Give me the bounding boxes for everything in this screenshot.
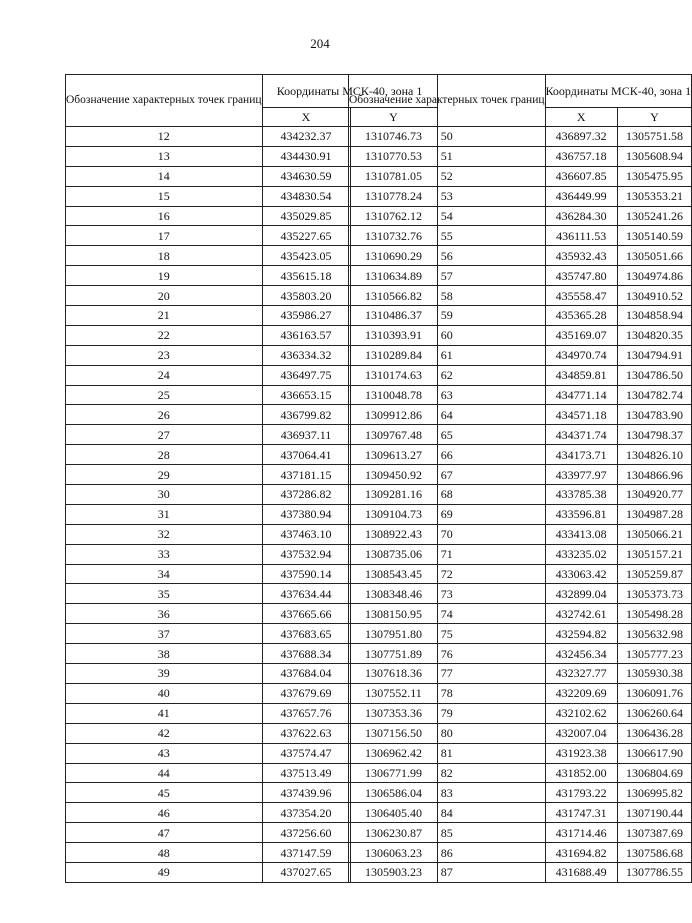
x-coordinate: 437679.69 xyxy=(262,683,350,703)
table-row xyxy=(349,306,692,326)
x-coordinate: 435029.85 xyxy=(262,206,350,226)
x-coordinate: 436334.32 xyxy=(262,345,350,365)
y-coordinate: 1304987.28 xyxy=(617,504,691,524)
x-coordinate: 435615.18 xyxy=(262,266,350,286)
y-coordinate: 1306436.28 xyxy=(617,723,691,743)
y-coordinate: 1306091.76 xyxy=(617,683,691,703)
y-coordinate: 1305051.66 xyxy=(617,246,691,266)
y-coordinate: 1310770.53 xyxy=(350,146,437,166)
x-coordinate: 433785.38 xyxy=(545,485,617,505)
table-row xyxy=(349,544,692,564)
table-row xyxy=(349,385,692,405)
y-coordinate: 1310690.29 xyxy=(350,246,437,266)
x-coordinate: 436163.57 xyxy=(262,325,350,345)
y-coordinate: 1305066.21 xyxy=(617,524,691,544)
point-number: 58 xyxy=(349,286,546,306)
table-row xyxy=(349,425,692,445)
point-number: 18 xyxy=(66,246,263,266)
x-coordinate: 432102.62 xyxy=(545,703,617,723)
point-number: 30 xyxy=(66,485,263,505)
y-coordinate: 1305373.73 xyxy=(617,584,691,604)
y-coordinate: 1310048.78 xyxy=(350,385,437,405)
x-coordinate: 437574.47 xyxy=(262,743,350,763)
point-number: 42 xyxy=(66,723,263,743)
x-coordinate: 432327.77 xyxy=(545,664,617,684)
y-coordinate: 1309281.16 xyxy=(350,485,437,505)
point-number: 49 xyxy=(66,862,263,882)
x-coordinate: 435169.07 xyxy=(545,325,617,345)
point-number: 37 xyxy=(66,624,263,644)
x-coordinate: 431793.22 xyxy=(545,783,617,803)
y-coordinate: 1307786.55 xyxy=(617,862,691,882)
x-coordinate: 434173.71 xyxy=(545,445,617,465)
y-coordinate: 1305930.38 xyxy=(617,664,691,684)
table-row xyxy=(349,803,692,823)
x-coordinate: 431852.00 xyxy=(545,763,617,783)
y-coordinate: 1304794.91 xyxy=(617,345,691,365)
x-coordinate: 435986.27 xyxy=(262,306,350,326)
y-coordinate: 1306617.90 xyxy=(617,743,691,763)
x-coordinate: 437463.10 xyxy=(262,524,350,544)
point-number: 25 xyxy=(66,385,263,405)
y-coordinate: 1307586.68 xyxy=(617,843,691,863)
y-coordinate: 1307751.89 xyxy=(350,644,437,664)
y-coordinate: 1305632.98 xyxy=(617,624,691,644)
y-coordinate: 1310566.82 xyxy=(350,286,437,306)
point-number: 80 xyxy=(349,723,546,743)
point-number: 14 xyxy=(66,166,263,186)
point-number: 86 xyxy=(349,843,546,863)
x-coordinate: 432209.69 xyxy=(545,683,617,703)
point-number: 79 xyxy=(349,703,546,723)
table-row xyxy=(349,286,692,306)
table-row xyxy=(349,246,692,266)
x-coordinate: 435227.65 xyxy=(262,226,350,246)
x-coordinate: 437622.63 xyxy=(262,723,350,743)
x-coordinate: 437657.76 xyxy=(262,703,350,723)
table-row xyxy=(349,763,692,783)
point-number: 54 xyxy=(349,206,546,226)
x-coordinate: 437665.66 xyxy=(262,604,350,624)
point-number: 36 xyxy=(66,604,263,624)
point-number: 83 xyxy=(349,783,546,803)
point-number: 67 xyxy=(349,465,546,485)
y-coordinate: 1310778.24 xyxy=(350,186,437,206)
table-row xyxy=(349,664,692,684)
coordinates-table-right xyxy=(348,74,692,883)
y-coordinate: 1310781.05 xyxy=(350,166,437,186)
point-number: 56 xyxy=(349,246,546,266)
x-coordinate: 431747.31 xyxy=(545,803,617,823)
point-number: 82 xyxy=(349,763,546,783)
x-coordinate: 436449.99 xyxy=(545,186,617,206)
y-coordinate: 1307618.36 xyxy=(350,664,437,684)
point-number: 20 xyxy=(66,286,263,306)
y-header: Y xyxy=(617,108,691,127)
point-number: 63 xyxy=(349,385,546,405)
y-coordinate: 1306995.82 xyxy=(617,783,691,803)
point-number: 35 xyxy=(66,584,263,604)
point-number: 26 xyxy=(66,405,263,425)
y-coordinate: 1309912.86 xyxy=(350,405,437,425)
y-coordinate: 1308922.43 xyxy=(350,524,437,544)
x-coordinate: 437688.34 xyxy=(262,644,350,664)
point-number: 69 xyxy=(349,504,546,524)
x-coordinate: 435747.80 xyxy=(545,266,617,286)
x-coordinate: 435365.28 xyxy=(545,306,617,326)
table-row xyxy=(349,703,692,723)
point-number: 47 xyxy=(66,823,263,843)
point-number: 29 xyxy=(66,465,263,485)
x-coordinate: 434232.37 xyxy=(262,127,350,147)
y-coordinate: 1307387.69 xyxy=(617,823,691,843)
point-number: 53 xyxy=(349,186,546,206)
coordinates-header: Координаты МСК-40, зона 1 xyxy=(545,75,692,108)
y-coordinate: 1305498.28 xyxy=(617,604,691,624)
point-number: 72 xyxy=(349,564,546,584)
point-label-header: Обозначение характерных точек границ xyxy=(66,75,263,127)
y-coordinate: 1305140.59 xyxy=(617,226,691,246)
table-row xyxy=(349,146,692,166)
y-coordinate: 1304782.74 xyxy=(617,385,691,405)
point-number: 65 xyxy=(349,425,546,445)
point-number: 13 xyxy=(66,146,263,166)
y-coordinate: 1310174.63 xyxy=(350,365,437,385)
x-coordinate: 436497.75 xyxy=(262,365,350,385)
table-row xyxy=(349,186,692,206)
point-number: 44 xyxy=(66,763,263,783)
y-coordinate: 1306962.42 xyxy=(350,743,437,763)
y-coordinate: 1310762.12 xyxy=(350,206,437,226)
table-row xyxy=(349,783,692,803)
table-row xyxy=(349,226,692,246)
y-coordinate: 1305751.58 xyxy=(617,127,691,147)
x-coordinate: 431714.46 xyxy=(545,823,617,843)
coordinates-header: Координаты МСК-40, зона 1 xyxy=(262,75,437,108)
point-label-header: Обозначение характерных точек границ xyxy=(349,75,546,127)
table-row xyxy=(349,723,692,743)
x-coordinate: 435423.05 xyxy=(262,246,350,266)
table-row xyxy=(349,584,692,604)
table-row xyxy=(349,166,692,186)
table-row xyxy=(349,564,692,584)
x-coordinate: 436937.11 xyxy=(262,425,350,445)
x-coordinate: 437439.96 xyxy=(262,783,350,803)
y-coordinate: 1310732.76 xyxy=(350,226,437,246)
y-coordinate: 1308735.06 xyxy=(350,544,437,564)
x-coordinate: 436607.85 xyxy=(545,166,617,186)
table-row xyxy=(349,485,692,505)
point-number: 43 xyxy=(66,743,263,763)
point-number: 74 xyxy=(349,604,546,624)
point-number: 87 xyxy=(349,862,546,882)
x-coordinate: 432594.82 xyxy=(545,624,617,644)
point-number: 66 xyxy=(349,445,546,465)
y-coordinate: 1304786.50 xyxy=(617,365,691,385)
y-coordinate: 1307190.44 xyxy=(617,803,691,823)
y-coordinate: 1307552.11 xyxy=(350,683,437,703)
x-coordinate: 434571.18 xyxy=(545,405,617,425)
y-header: Y xyxy=(350,108,437,127)
point-number: 46 xyxy=(66,803,263,823)
point-number: 15 xyxy=(66,186,263,206)
table-row xyxy=(349,445,692,465)
page-number: 204 xyxy=(310,36,330,51)
point-number: 28 xyxy=(66,445,263,465)
point-number: 21 xyxy=(66,306,263,326)
point-number: 73 xyxy=(349,584,546,604)
x-coordinate: 437027.65 xyxy=(262,862,350,882)
table-row xyxy=(349,345,692,365)
table-row xyxy=(349,127,692,147)
point-number: 77 xyxy=(349,664,546,684)
y-coordinate: 1307353.36 xyxy=(350,703,437,723)
y-coordinate: 1305353.21 xyxy=(617,186,691,206)
point-number: 27 xyxy=(66,425,263,445)
point-number: 45 xyxy=(66,783,263,803)
y-coordinate: 1310393.91 xyxy=(350,325,437,345)
y-coordinate: 1304974.86 xyxy=(617,266,691,286)
x-coordinate: 437683.65 xyxy=(262,624,350,644)
x-coordinate: 437181.15 xyxy=(262,465,350,485)
point-number: 50 xyxy=(349,127,546,147)
x-coordinate: 436799.82 xyxy=(262,405,350,425)
x-coordinate: 434859.81 xyxy=(545,365,617,385)
x-coordinate: 434430.91 xyxy=(262,146,350,166)
table-row xyxy=(349,365,692,385)
point-number: 16 xyxy=(66,206,263,226)
point-number: 75 xyxy=(349,624,546,644)
point-number: 12 xyxy=(66,127,263,147)
x-coordinate: 435558.47 xyxy=(545,286,617,306)
y-coordinate: 1306586.04 xyxy=(350,783,437,803)
point-number: 62 xyxy=(349,365,546,385)
point-number: 40 xyxy=(66,683,263,703)
x-coordinate: 436653.15 xyxy=(262,385,350,405)
x-coordinate: 436897.32 xyxy=(545,127,617,147)
y-coordinate: 1310634.89 xyxy=(350,266,437,286)
table-row xyxy=(349,405,692,425)
point-number: 23 xyxy=(66,345,263,365)
point-number: 38 xyxy=(66,644,263,664)
y-coordinate: 1308348.46 xyxy=(350,584,437,604)
y-coordinate: 1305475.95 xyxy=(617,166,691,186)
point-number: 31 xyxy=(66,504,263,524)
table-row xyxy=(349,644,692,664)
x-coordinate: 433063.42 xyxy=(545,564,617,584)
point-number: 81 xyxy=(349,743,546,763)
point-number: 33 xyxy=(66,544,263,564)
x-coordinate: 433596.81 xyxy=(545,504,617,524)
y-coordinate: 1305157.21 xyxy=(617,544,691,564)
y-coordinate: 1306260.64 xyxy=(617,703,691,723)
x-coordinate: 437590.14 xyxy=(262,564,350,584)
table-row xyxy=(349,524,692,544)
x-coordinate: 435932.43 xyxy=(545,246,617,266)
x-coordinate: 437380.94 xyxy=(262,504,350,524)
y-coordinate: 1310746.73 xyxy=(350,127,437,147)
x-coordinate: 437147.59 xyxy=(262,843,350,863)
point-number: 70 xyxy=(349,524,546,544)
point-number: 39 xyxy=(66,664,263,684)
table-row xyxy=(349,862,692,882)
y-coordinate: 1304910.52 xyxy=(617,286,691,306)
point-number: 55 xyxy=(349,226,546,246)
x-coordinate: 437064.41 xyxy=(262,445,350,465)
table-row xyxy=(349,266,692,286)
table-row xyxy=(349,604,692,624)
x-coordinate: 435803.20 xyxy=(262,286,350,306)
x-coordinate: 437286.82 xyxy=(262,485,350,505)
point-number: 57 xyxy=(349,266,546,286)
table-row xyxy=(349,504,692,524)
table-row xyxy=(349,823,692,843)
x-coordinate: 437634.44 xyxy=(262,584,350,604)
x-coordinate: 434830.54 xyxy=(262,186,350,206)
point-number: 60 xyxy=(349,325,546,345)
x-coordinate: 433235.02 xyxy=(545,544,617,564)
x-coordinate: 431694.82 xyxy=(545,843,617,863)
table-row xyxy=(349,843,692,863)
table-row xyxy=(349,325,692,345)
x-coordinate: 434371.74 xyxy=(545,425,617,445)
point-number: 17 xyxy=(66,226,263,246)
point-number: 48 xyxy=(66,843,263,863)
point-number: 52 xyxy=(349,166,546,186)
y-coordinate: 1307951.80 xyxy=(350,624,437,644)
point-number: 32 xyxy=(66,524,263,544)
table-body xyxy=(349,127,692,883)
y-coordinate: 1304920.77 xyxy=(617,485,691,505)
y-coordinate: 1304783.90 xyxy=(617,405,691,425)
x-coordinate: 437354.20 xyxy=(262,803,350,823)
y-coordinate: 1305903.23 xyxy=(350,862,437,882)
y-coordinate: 1306230.87 xyxy=(350,823,437,843)
x-coordinate: 431688.49 xyxy=(545,862,617,882)
y-coordinate: 1309767.48 xyxy=(350,425,437,445)
y-coordinate: 1305259.87 xyxy=(617,564,691,584)
y-coordinate: 1305241.26 xyxy=(617,206,691,226)
x-coordinate: 431923.38 xyxy=(545,743,617,763)
x-coordinate: 433413.08 xyxy=(545,524,617,544)
point-number: 59 xyxy=(349,306,546,326)
point-number: 51 xyxy=(349,146,546,166)
point-number: 85 xyxy=(349,823,546,843)
y-coordinate: 1304820.35 xyxy=(617,325,691,345)
x-coordinate: 432742.61 xyxy=(545,604,617,624)
x-coordinate: 437256.60 xyxy=(262,823,350,843)
point-number: 61 xyxy=(349,345,546,365)
table-row xyxy=(349,206,692,226)
x-coordinate: 437532.94 xyxy=(262,544,350,564)
x-coordinate: 433977.97 xyxy=(545,465,617,485)
point-number: 24 xyxy=(66,365,263,385)
point-number: 41 xyxy=(66,703,263,723)
y-coordinate: 1310486.37 xyxy=(350,306,437,326)
y-coordinate: 1307156.50 xyxy=(350,723,437,743)
point-number: 64 xyxy=(349,405,546,425)
y-coordinate: 1305777.23 xyxy=(617,644,691,664)
x-coordinate: 432007.04 xyxy=(545,723,617,743)
y-coordinate: 1309450.92 xyxy=(350,465,437,485)
y-coordinate: 1308150.95 xyxy=(350,604,437,624)
y-coordinate: 1309613.27 xyxy=(350,445,437,465)
table-row xyxy=(349,465,692,485)
x-coordinate: 437513.49 xyxy=(262,763,350,783)
point-number: 71 xyxy=(349,544,546,564)
point-number: 19 xyxy=(66,266,263,286)
y-coordinate: 1304858.94 xyxy=(617,306,691,326)
y-coordinate: 1306405.40 xyxy=(350,803,437,823)
point-number: 22 xyxy=(66,325,263,345)
point-number: 34 xyxy=(66,564,263,584)
x-coordinate: 434771.14 xyxy=(545,385,617,405)
table-row xyxy=(349,743,692,763)
x-coordinate: 436111.53 xyxy=(545,226,617,246)
table-row xyxy=(349,624,692,644)
x-coordinate: 436757.18 xyxy=(545,146,617,166)
y-coordinate: 1309104.73 xyxy=(350,504,437,524)
x-coordinate: 434970.74 xyxy=(545,345,617,365)
y-coordinate: 1310289.84 xyxy=(350,345,437,365)
y-coordinate: 1306771.99 xyxy=(350,763,437,783)
x-coordinate: 432899.04 xyxy=(545,584,617,604)
point-number: 68 xyxy=(349,485,546,505)
y-coordinate: 1306804.69 xyxy=(617,763,691,783)
point-number: 84 xyxy=(349,803,546,823)
point-number: 78 xyxy=(349,683,546,703)
y-coordinate: 1308543.45 xyxy=(350,564,437,584)
point-number: 76 xyxy=(349,644,546,664)
table-row xyxy=(349,683,692,703)
y-coordinate: 1304866.96 xyxy=(617,465,691,485)
x-coordinate: 432456.34 xyxy=(545,644,617,664)
y-coordinate: 1304798.37 xyxy=(617,425,691,445)
y-coordinate: 1304826.10 xyxy=(617,445,691,465)
x-coordinate: 437684.04 xyxy=(262,664,350,684)
y-coordinate: 1305608.94 xyxy=(617,146,691,166)
y-coordinate: 1306063.23 xyxy=(350,843,437,863)
x-coordinate: 436284.30 xyxy=(545,206,617,226)
x-header: X xyxy=(262,108,350,127)
x-coordinate: 434630.59 xyxy=(262,166,350,186)
x-header: X xyxy=(545,108,617,127)
